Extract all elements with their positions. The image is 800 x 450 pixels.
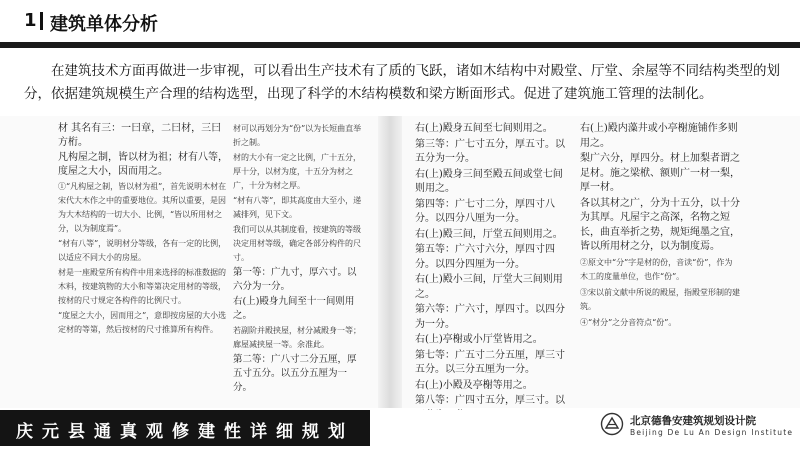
footer <box>0 410 800 450</box>
scan-note-line: 材可以再划分为“份”以为长短曲直举折之制。 <box>233 124 362 147</box>
scan-text-line: 右(上)亭榭或小厅堂皆用之。 <box>415 334 543 345</box>
scan-note-line: 材是一座殿堂所有构件中用来选择的标准数据的木料，按建筑物的大小和等第决定用材的等级，按材的尺寸规定各构件的比例尺寸。 <box>58 268 226 305</box>
scan-text-line: 材 其名有三：一曰章，二曰材，三曰方桁。 <box>58 123 222 148</box>
scan-text-line: 凡构屋之制，皆以材为祖；材有八等，度屋之大小，因而用之。 <box>58 152 228 177</box>
scan-text-line: 右(上)殿身五间至七间则用之。 <box>415 123 553 134</box>
scan-text-line: 右(上)殿小三间，厅堂大三间则用之。 <box>415 274 563 300</box>
scan-text-line: 右(上)殿身三间至殿五间或堂七间则用之。 <box>415 168 563 194</box>
scan-note-line: “度屋之大小，因而用之”，意即按房屋的大小选定材的等第，然后按材的尺寸推算所有构件。 <box>58 311 227 334</box>
scan-column-4 <box>580 122 740 404</box>
section-title: 建筑单体分析 <box>50 14 158 35</box>
scan-text-line: 各以其材之广，分为十五分，以十分为其厚。凡屋宇之高深，名物之短长，曲直举折之势，规矩绳墨之宜，皆以所用材之分，以为制度焉。 <box>580 197 740 252</box>
scan-text-line: 第一等：广九寸，厚六寸。以六分为一分。 <box>233 267 357 292</box>
footer-title-bar <box>0 410 370 446</box>
section-header <box>0 0 800 58</box>
scan-text-line: 右(上)殿身九间至十一间则用之。 <box>233 296 355 321</box>
scan-text-line: 第二等：广八寸二分五厘，厚五寸五分。以五分五厘为一分。 <box>233 354 357 393</box>
scan-text-line: 梨广六分，厚四分。材上加梨者谓之足材。施之梁栿、额则广一材一梨，厚一材。 <box>580 153 740 193</box>
scan-note-line: “材有八等”，即其高度由大至小，递减排列，见下文。 <box>233 196 362 219</box>
section-divider <box>40 12 43 30</box>
scan-note-line: “材有八等”，说明材分等级，各有一定的比例，以适应不同大小的房屋。 <box>58 239 227 262</box>
scan-text-line: 第八等：广四寸五分，厚三寸。以 <box>415 395 565 406</box>
scan-text-line: 右(上)小殿及亭榭等用之。 <box>415 379 533 391</box>
scan-note-line: ①“凡构屋之制，皆以材为祖”，首先说明木材在宋代大木作之中的重要地位。其所以重要，是因为大木结构的一切大小、比例，“皆以所用材之分，以为制度焉”。 <box>58 182 227 233</box>
firm-name-cn: 北京德鲁安建筑规划设计院 <box>630 415 756 427</box>
scan-text-line: 第七等：广五寸二分五厘，厚三寸五分。以三分五厘为一分。 <box>415 349 565 375</box>
scan-note-line: ②原文中“分”字是材的份，音读“份”，作为木工的度量单位，也作“份”。 <box>580 257 733 281</box>
scan-column-3 <box>415 122 565 404</box>
scan-note-line: 材的大小有一定之比例，广十五分，厚十分，以材为度，十五分为材之广，十分为材之厚。 <box>233 153 361 190</box>
scan-column-1 <box>58 122 228 404</box>
project-title: 庆元县通真观修建性详细规划 <box>16 422 354 442</box>
firm-name-en: Beijing De Lu An Design Institute <box>630 428 794 437</box>
scan-note-line: 我们可以从其制度看，按建筑的等级决定用材等级，确定各部分构件的尺寸。 <box>233 225 361 262</box>
section-number: 1 <box>24 10 37 31</box>
firm-logo-icon <box>600 412 624 436</box>
scan-text-line: 右(上)殿内藻井或小亭榭施铺作多则用之。 <box>580 123 738 149</box>
scan-note-line: ③宋以前文献中所说的殿屋，指殿堂形制的建筑。 <box>580 287 740 311</box>
book-fold-shadow <box>378 116 402 408</box>
scan-text-line: 第五等：广六寸六分，厚四寸四分。以四分四厘为一分。 <box>415 244 555 270</box>
intro-paragraph: 在建筑技术方面再做进一步审视，可以看出生产技术有了质的飞跃，诸如木结构中对殿堂、厅堂、余屋等不同结构类型的划分，依据建筑规模生产合理的结构选型，出现了科学的木结构模数和梁方断面形式。促进了建筑施工管理的法制化。 <box>24 63 780 102</box>
scanned-book-page <box>0 116 800 408</box>
scan-text-line: 第三等：广七寸五分，厚五寸。以五分为一分。 <box>415 138 565 164</box>
scan-note-line: ④“材分”之分音符点“份”。 <box>580 317 677 327</box>
scan-text-line: 第四等：广七寸二分，厚四寸八分。以四分八厘为一分。 <box>415 198 555 224</box>
scan-note-line: 若副阶并殿挟屋，材分减殿身一等；廊屋减挟屋一等。余准此。 <box>233 326 361 349</box>
header-rule <box>0 42 800 48</box>
scan-text-line: 右(上)殿三间，厅堂五间则用之。 <box>415 228 563 240</box>
scan-text-line: 第六等：广六寸，厚四寸。以四分为一分。 <box>415 304 565 330</box>
scan-column-2 <box>233 122 363 404</box>
